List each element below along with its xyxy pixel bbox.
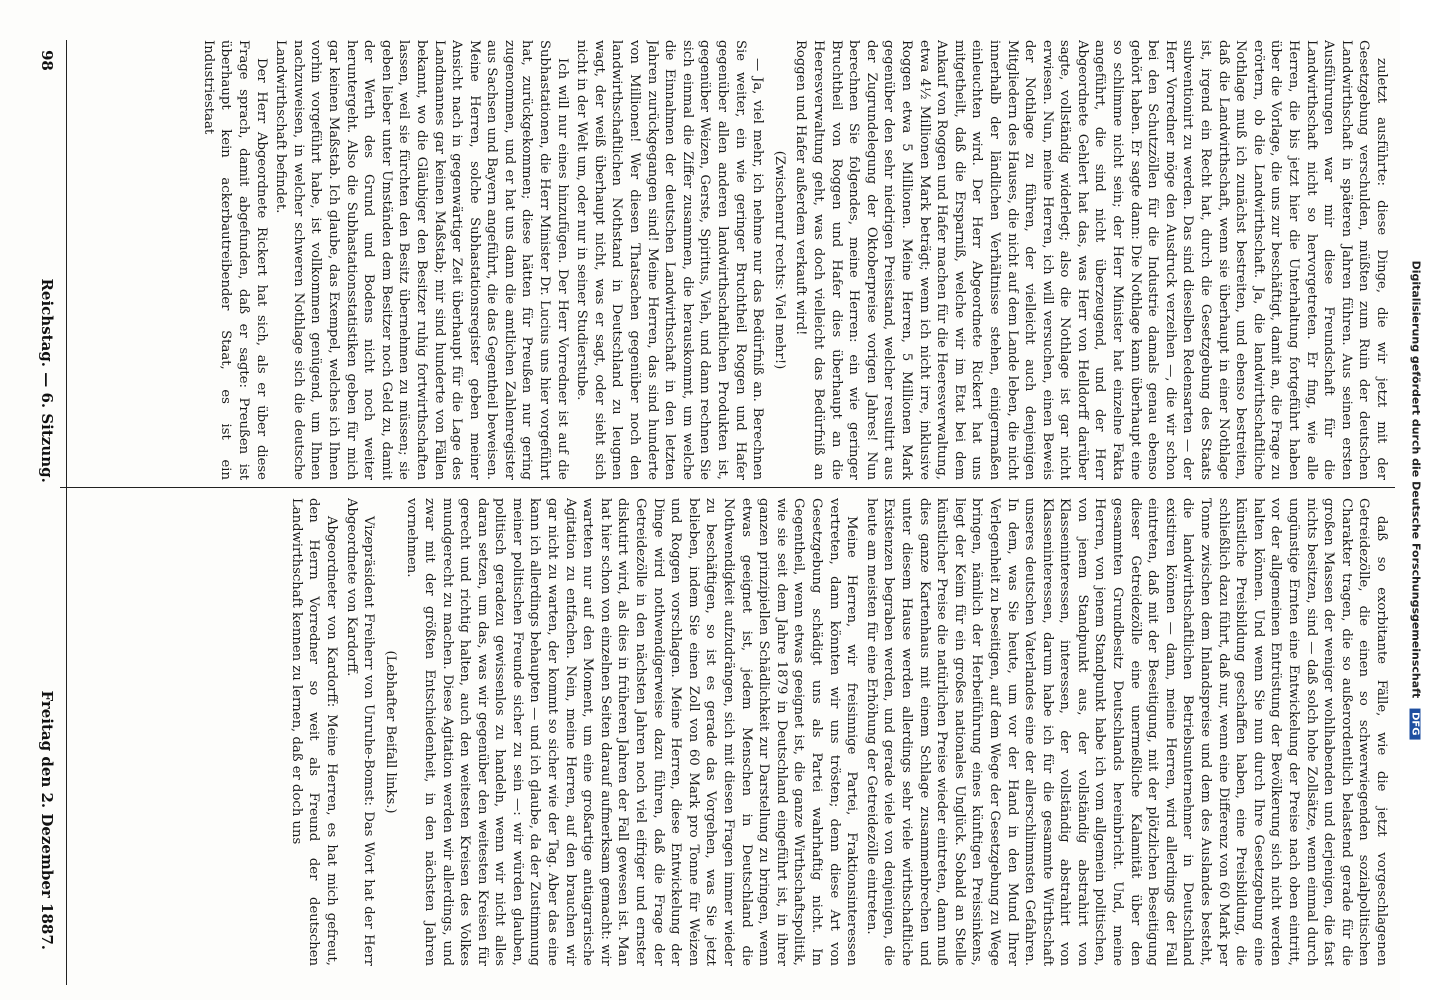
paragraph: Der Herr Abgeordnete Rickert hat sich, als er über diese Frage sprach, damit abgefunden, daß er sagte: Preußen ist überhaupt kein ackerbautreibender Staat, es ist ein Industriestaat bbox=[200, 40, 269, 480]
interjection: (Zwischenruf rechts: Viel mehr!) bbox=[771, 150, 787, 370]
paragraph: zuletzt ausführte: diese Dinge, die wir jetzt mit der Gesetzgebung verschulden, müßten zum Ruin der deutschen Landwirthschaft in späteren Jahren führen. Aus seinen ersten Ausführungen war mir diese Freundschaft für die Landwirthschaft nicht so hervorgetreten. Er fing, wie alle Herren, die bis jetzt hier die Unterhaltung fortgeführt haben über die Vorlage, die uns zur beschäftigt, damit an, die Frage zu erörtern, ob die Landwirthschaft. Ja, die landwirthschaftliche Nothlage muß ich zunächst bestreiten, und ebenso bestreiten, daß die Landwirthschaft, wenn sie überhaupt in einer Nothlage ist, irgend ein Recht hat, durch die Gesetzgebung des Staats subventionirt zu werden. Das sind dieselben Redensarten — der Herr Vorredner möge den Ausdruck verzeihen —, die wir schon bei den Schutzzöllen für die Industrie damals genau ebenso gehört haben. Er sagte dann: Die Nothlage kann überhaupt eine so schlimme nicht sein; der Herr Minister hat einzelne Fakta angeführt, die sind nicht überzeugend, und der Herr Abgeordnete Gehlert hat das, was Herr von Helldorff darüber sagte, vollständig widerlegt; also die Nothlage ist gar nicht erwiesen. Nun, meine Herren, ich will versuchen, einen Beweis der Nothlage zu führen, der vielleicht auch denjenigen Mitgliedern des Hauses, die nicht auf dem Lande leben, die nicht innerhalb der ländlichen Verhältnisse stehen, einigermaßen einleuchten wird. Der Herr Abgeordnete Rickert hat uns mitgetheilt, daß die Ersparniß, welche wir im Etat bei dem Ankauf von Roggen und Hafer machen für die Heeresverwaltung, etwa 4½ Millionen Mark beträgt; wenn ich nicht irre, inklusive Roggen etwa 5 Millionen. Meine Herren, 5 Millionen Mark gegenüber den sehr niedrigen Preisstand, welcher resultirt aus der Zugrundelegung der Oktoberpreise vorigen Jahres! Nun berechnen Sie folgendes, meine Herren: ein wie geringer Bruchtheil von Roggen und Hafer dies überhaupt an die Heeresverwaltung geht, was doch vielleicht das Bedürfniß an Roggen und Hafer außerdem verkauft wird! bbox=[793, 40, 1389, 480]
digitization-credit bbox=[1400, 0, 1432, 1000]
paragraph: Meine Herren, wir freisinnige Partei, Fraktionsinteressen vertreten, dann könnten wir uns trösten; denn diese Art von Gesetzgebung schädigt uns als Partei wahrhaftig nicht. Im Gegentheil, wenn etwas geeignet ist, die ganze Wirthschaftspolitik, wie sie seit dem Jahre 1879 in Deutschland eingeführt ist, in ihrer ganzen prinzipiellen Schädlichkeit zur Darstellung zu bringen, wenn etwas geeignet ist, jedem Menschen in Deutschland die Nothwendigkeit aufzudrängen, sich mit diesen Fragen immer wieder zu beschäftigen, so ist es gerade das Vorgehen, was Sie jetzt belieben, indem Sie einen Zoll von 60 Mark pro Tonne für Weizen und Roggen vorschlagen. Meine Herren, diese Entwickelung der Dinge wird nothwendigerweise dazu führen, daß die Frage der Getreidezölle in den nächsten Jahren noch viel eifriger und ernster diskutirt wird, als dies in früheren Jahren der Fall gewesen ist. Man hat hier schon von einzelnen Seiten darauf aufmerksam gemacht: wir warteten nur auf den Moment, um eine großartige antiagrarische Agitation zu entfachen. Nein, meine Herren, auf den brauchen wir gar nicht zu warten, der kommt so sicher wie der Tag. Aber das eine kann ich allerdings behaupten — und ich glaube, da der Zustimmung meiner politischen Freunde sicher zu sein —: wir würden glauben, politisch geradezu gewissenlos zu handeln, wenn wir nicht alles daran setzen, um das, was wir gegenüber den weitesten Kreisen für gerecht und richtig halten, auch den weitesten Kreisen des Volkes mundgerecht zu machen. Diese Agitation werden wir allerdings, und zwar mit der größten Entschiedenheit, in den nächsten Jahren vornehmen. bbox=[404, 498, 860, 966]
header-rule bbox=[66, 40, 67, 985]
credit-text: Digitalisierung gefördert durch die Deutsche Forschungsgemeinschaft bbox=[1409, 260, 1423, 699]
session-title: Reichstag. — 6. Sitzung. bbox=[38, 278, 56, 483]
paragraph: — Ja, viel mehr, ich nehme nur das Bedürfniß an. Berechnen Sie weiter, ein wie geringer Bruchtheil Roggen und Hafer gegenüber allen anderen landwirthschaftlichen Produkten ist, gegenüber Weizen, Gerste, Spiritus, Vieh, und dann rechnen Sie sich einmal die Ziffer zusammen, die herauskommt, um welche die Einnahmen der deutschen Landwirthschaft in den letzten Jahren zurückgegangen sind! Meine Herren, das sind hunderte von Millionen! Wer diesen Thatsachen gegenüber noch den landwirthschaftlichen Nothstand in Deutschland zu leugnen wagt, der weiß überhaupt nicht, was er sagt, oder sieht sich nicht in der Welt um, oder nur in seiner Studierstube. bbox=[574, 40, 766, 480]
vice-president-remark: Vizepräsident Freiherr von Unruhe-Bomst: Das Wort hat der Herr Abgeordnete von Kardorff. bbox=[343, 498, 377, 966]
column-separator bbox=[60, 487, 1395, 488]
session-date: Freitag den 2. Dezember 1887. bbox=[38, 690, 56, 950]
text-column-upper bbox=[72, 40, 1390, 480]
text-column-lower bbox=[72, 498, 1390, 966]
speaker-kardorff: Abgeordneter von Kardorff: Meine Herren, es hat mich gefreut, den Herrn Vorredner so weit als Freund der deutschen Landwirthschaft kennen zu lernen, daß er doch uns bbox=[288, 498, 339, 966]
paragraph: daß so exorbitante Fälle, wie die jetzt vorgeschlagenen Getreidezölle, die einen so schwerwiegenden sozialpolitischen Charakter tragen, die so außerordentlich belastend gerade für die großen Massen der weniger wohlhabenden und derjenigen, die fast nichts besitzen, sind — daß solch hohe Zollsätze, wenn einmal durch ungünstige Ernten eine Entwickelung der Preise nach oben eintritt, vor der allgemeinen Entrüstung der Bevölkerung sich nicht werden halten können. Und wenn Sie nun durch Ihre Gesetzgebung eine künstliche Preisbildung geschaffen haben, eine Preisbildung, die schließlich dazu führt, daß nur, wenn eine Differenz von 60 Mark per Tonne zwischen dem Inlandspreise und dem des Auslandes besteht, die landwirthschaftlichen Betriebsunternehmer in Deutschland existiren können — dann, meine Herren, wird allerdings der Fall eintreten, daß mit der Beseitigung, mit der plötzlichen Beseitigung dieser Getreidezölle eine unermeßliche Kalamität über den gesammten Grundbesitz Deutschlands hereinbricht. Und, meine Herren, von jenem Standpunkt habe ich vom allgemein politischen, von jenem Standpunkt aus, der vollständig abstrahirt von Klasseninteressen, interessen, der vollständig abstrahirt von Klasseninteressen, darum habe ich für die gesammte Wirthschaft unseres deutschen Vaterlandes eine der allerschlimmsten Gefahren. In dem, was Sie heute, um vor der Hand in den Mund Ihrer Verlegenheit zu beseitigen, auf dem Wege der Gesetzgebung zu Wege bringen, nämlich der Herbeiführung eines künftigen Preissinkens, liegt der Keim für ein großes nationales Unglück. Sobald an Stelle künstlicher Preise die natürlichen Preise wieder eintreten, dann muß dies ganze Kartenhaus mit einem Schlage zusammenbrechen und unter diesem Hause werden allerdings sehr viele wirthschaftliche Existenzen begraben werden, und gerade viele von denjenigen, die heute am meisten für eine Erhöhung der Getreidezölle eintreten. bbox=[863, 498, 1389, 966]
running-header bbox=[32, 0, 62, 1000]
applause-note: (Lebhafter Beifall links.) bbox=[382, 650, 398, 814]
page-number: 98 bbox=[38, 50, 56, 71]
paragraph: Ich will nur eines hinzufügen. Der Herr Vorredner ist auf die Subhastationen, die Herr Minister Dr. Lucius uns hier vorgeführt hat, zurückgekommen; diese hätten für Preußen nur gering zugenommen, und er hat uns dann die amtlichen Zahlenregister aus Sachsen und Bayern angeführt, die das Gegentheil beweisen. Meine Herren, solche Subhastationsregister geben meiner Ansicht nach in gegenwärtiger Zeit überhaupt für die Lage des Landmannes gar keinen Maßstab; mir sind hunderte von Fällen bekannt, wo die Gläubiger den Besitzer ruhig fortwirthschaften lassen, weil sie fürchten den Besitz übernehmen zu müssen; sie geben lieber unter Umständen dem Besitzer noch Geld zu, damit der Werth des Grund und Bodens nicht noch weiter heruntergeht. Also die Subhastationsstatistiken geben für mich gar keinen Maßstab. Ich glaube, das Exempel, welches ich Ihnen vorhin vorgeführt habe, ist vollkommen genügend, um Ihnen nachzuweisen, in welcher schweren Nothlage sich die deutsche Landwirthschaft befindet. bbox=[273, 40, 570, 480]
dfg-logo: DFG bbox=[1410, 708, 1421, 739]
